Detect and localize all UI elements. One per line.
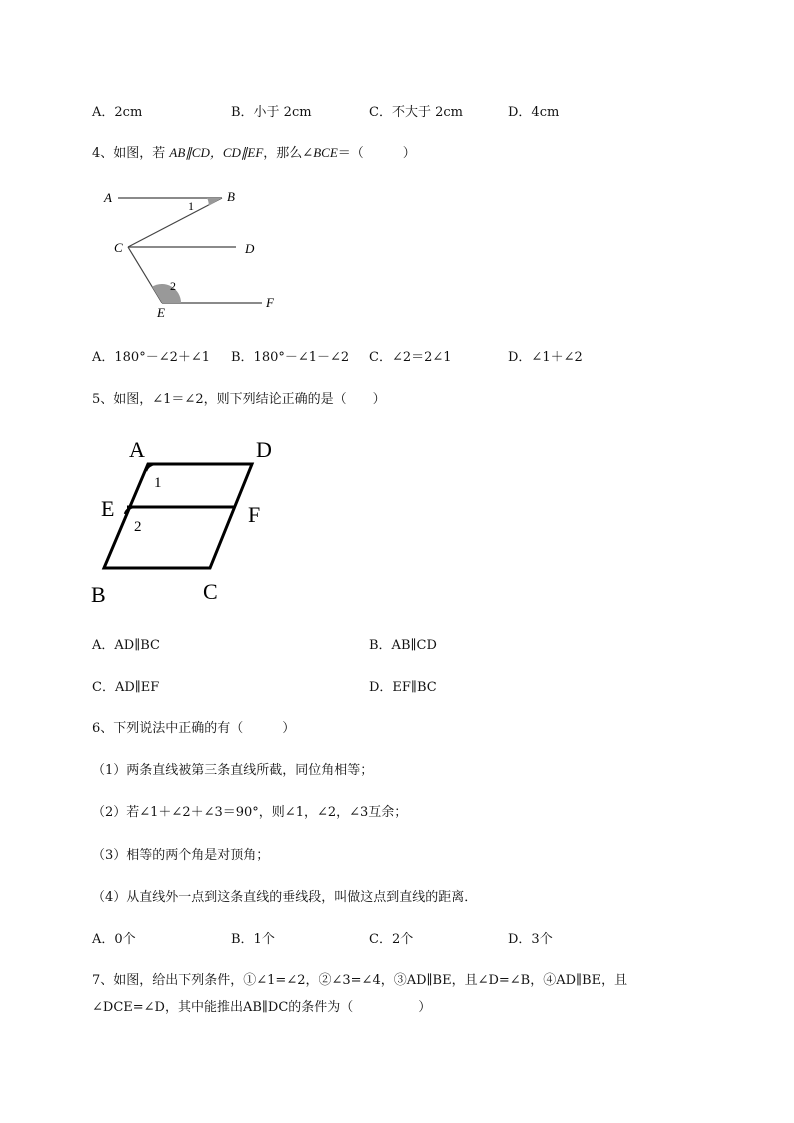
q3-option-d: D．4cm <box>508 105 560 120</box>
q6-option-b: B．1个 <box>231 932 275 947</box>
label-c: C <box>203 579 218 604</box>
label-angle-2: 2 <box>134 519 142 535</box>
q4-option-d: D．∠1＋∠2 <box>508 350 583 365</box>
q4-stem-math2: BCE <box>313 145 338 160</box>
label-e: E <box>101 496 115 521</box>
angle-2-arc <box>125 507 135 514</box>
q6-option-a: A．0个 <box>92 932 136 947</box>
q4-option-a: A．180°－∠2＋∠1 <box>92 350 211 365</box>
label-a: A <box>104 190 112 205</box>
label-f: F <box>266 295 274 310</box>
q6-option-d: D．3个 <box>508 932 553 947</box>
q6-statement-4: （4）从直线外一点到这条直线的垂线段，叫做这点到直线的距离． <box>92 890 478 905</box>
label-f: F <box>248 502 261 527</box>
q7-stem-line-2: ∠DCE=∠D，其中能推出AB∥DC的条件为（ ） <box>92 1000 432 1015</box>
q4-stem-prefix: 4、如图，若 <box>92 146 170 161</box>
q3-option-c: C．不大于 2cm <box>369 105 463 120</box>
label-e: E <box>157 305 165 320</box>
q6-statement-1: （1）两条直线被第三条直线所截，同位角相等； <box>92 763 374 778</box>
label-d: D <box>245 241 255 256</box>
q3-option-b: B．小于 2cm <box>231 105 312 120</box>
label-b: B <box>91 582 106 607</box>
q5-option-d: D．EF∥BC <box>369 680 437 695</box>
q5-option-b: B．AB∥CD <box>369 638 437 653</box>
q6-statement-3: （3）相等的两个角是对顶角； <box>92 848 270 863</box>
q3-option-a: A．2cm <box>92 105 143 120</box>
label-d: D <box>256 437 272 462</box>
q4-option-b: B．180°－∠1－∠2 <box>231 350 350 365</box>
q4-option-c: C．∠2＝2∠1 <box>369 350 452 365</box>
label-a: A <box>129 437 145 462</box>
label-angle-1: 1 <box>154 475 162 491</box>
parallelogram-abcd <box>104 464 252 568</box>
q4-stem-mid: ，那么∠ <box>263 146 314 161</box>
q5-stem: 5、如图，∠1＝∠2，则下列结论正确的是（ ） <box>92 392 386 407</box>
q4-stem-suffix: ＝（ ） <box>337 146 416 161</box>
q4-stem-math: AB∥CD，CD∥EF <box>169 145 264 160</box>
q6-stem: 6、下列说法中正确的有（ ） <box>92 721 296 736</box>
q5-option-a: A．AD∥BC <box>92 638 160 653</box>
q7-stem-line-1: 7、如图，给出下列条件，①∠1=∠2，②∠3=∠4，③AD∥BE，且∠D=∠B，④AD∥BE，且 <box>92 973 628 988</box>
label-angle-2: 2 <box>170 279 176 293</box>
label-c: C <box>114 240 123 255</box>
q6-statement-2: （2）若∠1＋∠2＋∠3＝90°，则∠1，∠2，∠3互余； <box>92 805 408 820</box>
q5-option-c: C．AD∥EF <box>92 680 160 695</box>
label-b: B <box>227 189 235 204</box>
q6-option-c: C．2个 <box>369 932 414 947</box>
label-angle-1: 1 <box>188 199 194 213</box>
